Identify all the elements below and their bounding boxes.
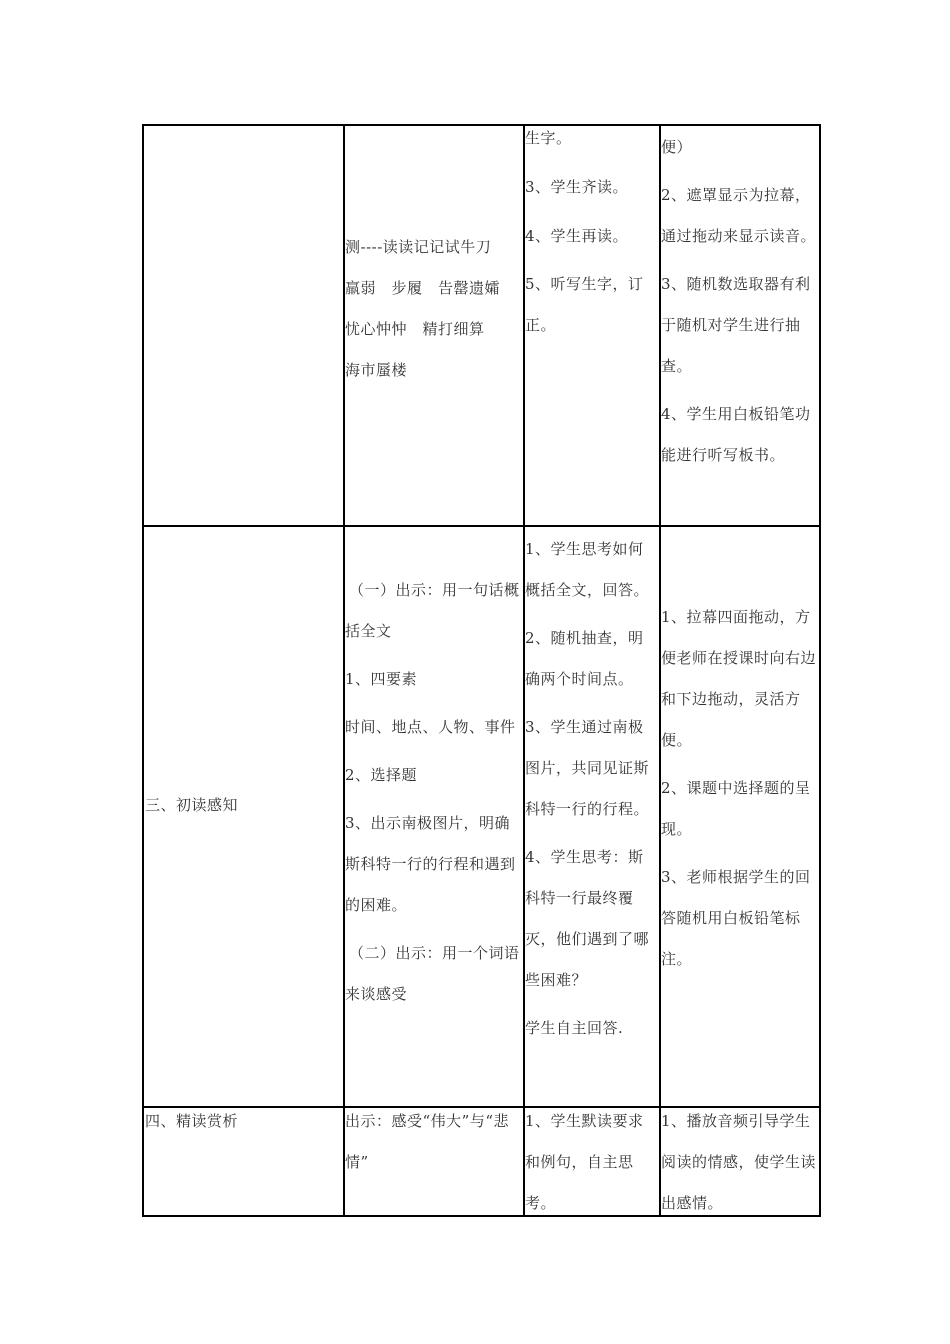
teacher-line: 测----读读记记试牛刀: [345, 238, 492, 256]
row-divider: [142, 525, 821, 527]
teacher-line: 3、出示南极图片，明确斯科特一行的行程和遇到的困难。: [345, 814, 516, 914]
row2-teacher-cell: [345, 570, 521, 1015]
row1-student-cell: [525, 127, 658, 366]
row2-stage-cell: [145, 794, 341, 816]
row1-teacher-cell: [345, 236, 521, 381]
teacher-line: 出示：感受“伟大”与“悲情”: [345, 1112, 510, 1171]
teacher-line: （二）出示：用一个词语来谈感受: [345, 944, 520, 1003]
stage-label: 四、精读赏析: [145, 1112, 239, 1130]
tech-line: 3、老师根据学生的回答随机用白板铅笔标注。: [661, 868, 811, 968]
student-line: 4、学生思考：斯科特一行最终覆灭，他们遇到了哪些困难？: [525, 848, 650, 989]
student-line: 生字。: [525, 129, 572, 147]
teacher-line: 时间、地点、人物、事件: [345, 718, 516, 736]
student-line: 1、学生思考如何概括全文，回答。: [525, 540, 650, 599]
row3-stage-cell: [145, 1110, 341, 1132]
row2-student-cell: [525, 529, 658, 1049]
teacher-line: 羸弱 步履 告罄遗孀: [345, 279, 501, 297]
tech-line: 1、拉幕四面拖动，方便老师在授课时向右边和下边拖动，灵活方便。: [661, 608, 817, 749]
teacher-line: 忧心忡忡 精打细算: [345, 320, 485, 338]
student-line: 学生自主回答.: [525, 1019, 624, 1037]
teacher-line: 海市蜃楼: [345, 361, 408, 379]
stage-label: 三、初读感知: [145, 796, 239, 814]
row3-tech-cell: [661, 1101, 819, 1224]
student-line: 4、学生再读。: [525, 227, 629, 245]
student-line: 1、学生默读要求和例句，自主思考。: [525, 1112, 644, 1212]
row1-tech-cell: [661, 127, 819, 496]
row2-tech-cell: [661, 597, 819, 980]
tech-line: 2、遮罩显示为拉幕，通过拖动来显示读音。: [661, 186, 817, 245]
teacher-line: （一）出示：用一句话概括全文: [345, 581, 520, 640]
tech-line: 2、课题中选择题的呈现。: [661, 779, 811, 838]
teacher-line: 1、四要素: [345, 670, 418, 688]
row3-teacher-cell: [345, 1101, 521, 1183]
row3-student-cell: [525, 1101, 658, 1224]
tech-line: 1、播放音频引导学生阅读的情感，使学生读出感情。: [661, 1112, 817, 1212]
student-line: 5、听写生字，订正。: [525, 275, 644, 334]
tech-line: 便）: [661, 138, 693, 156]
student-line: 3、学生通过南极图片，共同见证斯科特一行的行程。: [525, 718, 650, 818]
student-line: 3、学生齐读。: [525, 178, 629, 196]
teacher-line: 2、选择题: [345, 766, 418, 784]
student-line: 2、随机抽查，明确两个时间点。: [525, 629, 644, 688]
tech-line: 3、随机数选取器有利于随机对学生进行抽查。: [661, 275, 811, 375]
tech-line: 4、学生用白板铅笔功能进行听写板书。: [661, 405, 811, 464]
